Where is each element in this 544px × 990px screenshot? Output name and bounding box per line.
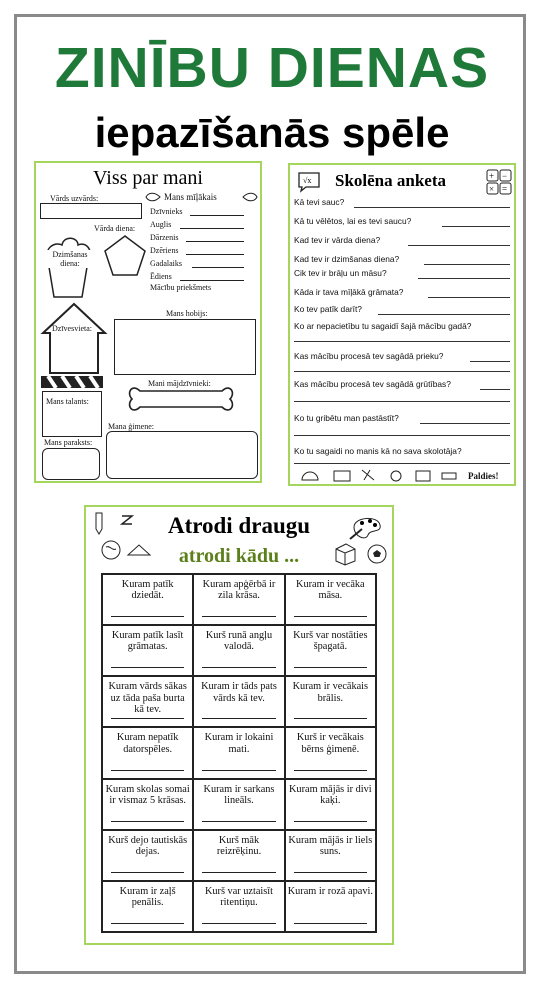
name-label: Vārds uzvārds: [50,194,99,203]
svg-text:+: + [489,171,495,181]
grid-cell: Kuram nepatīk datorspēles. [102,727,193,778]
grid-cell: Kuram ir rozā apavi. [285,881,376,932]
name-box [40,203,142,219]
favorites-list [144,203,248,295]
grid-cell: Kurš runā angļu valodā. [193,625,284,676]
hobby-box [114,319,256,375]
question: Kā tu vēlētos, lai es tevi saucu? [294,216,412,226]
cube-icon [332,541,358,567]
find-friend-grid [101,573,377,933]
grid-cell: Kuram patīk lasīt grāmatas. [102,625,193,676]
grid-cell: Kuram mājās ir divi kaķi. [285,779,376,830]
grid-cell: Kuram vārds sākas uz tāda paša burta kā tev. [102,676,193,727]
talent-label: Mans talants: [46,397,89,406]
grid-cell: Kuram ir zaļš penālis. [102,881,193,932]
student-questionnaire [288,163,516,486]
calculator-icon [486,169,512,195]
question: Kas mācību procesā tev sagādā prieku? [294,351,444,361]
question: Ko tev patīk darīt? [294,304,362,314]
favorite-item: Ēdiens [150,272,172,281]
favorite-item: Gadalaiks [150,259,182,268]
house-icon [40,301,108,375]
grid-cell: Kuram patīk dziedāt. [102,574,193,625]
grid-cell: Kurš var nostāties špagatā. [285,625,376,676]
question: Ko tu sagaidi no manis kā no sava skolotāja? [294,446,462,456]
svg-text:×: × [489,184,495,194]
question: Kas mācību procesā tev sagādā grūtības? [294,379,451,389]
page-title: ZINĪBU DIENAS [54,36,490,100]
svg-text:√x: √x [303,176,312,185]
paint-palette-icon [348,513,384,541]
residence-label: Dzīvesvieta: [52,324,92,333]
grid-cell: Kurš dejo tautiskās dejas. [102,830,193,881]
favorite-item: Auglis [150,220,172,229]
page-subtitle: iepazīšanās spēle [94,109,450,156]
question: Kad tev ir dzimšanas diena? [294,254,400,264]
grid-cell: Kuram apģērbā ir zila krāsa. [193,574,284,625]
find-friend-title: Atrodi draugu [167,513,311,538]
favorite-item: Mācību priekšmets [150,283,212,292]
find-a-friend-worksheet [84,505,394,945]
questionnaire-title: Skolēna anketa [335,171,446,190]
svg-text:−: − [502,171,508,181]
grid-cell: Kuram ir vecāka māsa. [285,574,376,625]
about-me-worksheet [34,161,262,483]
name-day-label: Vārda diena: [94,224,136,233]
about-me-title: Viss par mani [93,167,203,189]
question: Kad tev ir vārda diena? [294,235,381,245]
question: Kāda ir tava mīļākā grāmata? [294,287,404,297]
grid-cell: Kuram skolas somai ir vismaz 5 krāsas. [102,779,193,830]
grid-cell: Kuram ir sarkans lineāls. [193,779,284,830]
question: Ko ar nepacietību tu sagaidī šajā mācību gadā? [294,321,472,331]
clapperboard-icon [40,373,104,391]
grid-cell: Kuram ir lokaini mati. [193,727,284,778]
svg-text:=: = [502,184,508,194]
family-box [106,431,258,479]
bone-icon [126,379,236,419]
question: Ko tu gribētu man pastāstīt? [294,413,399,423]
grid-cell: Kurš māk reizrēķinu. [193,830,284,881]
signature-box [42,448,100,480]
grid-cell: Kuram mājās ir liels suns. [285,830,376,881]
question: Kā tevi sauc? [294,197,345,207]
favorite-item: Dzēriens [150,246,179,255]
soccer-ball-icon [366,543,388,565]
grid-cell: Kurš ir vecākais bērns ģimenē. [285,727,376,778]
grid-cell: Kuram ir vecākais brālis. [285,676,376,727]
favorite-item: Dzīvnieks [150,207,183,216]
grid-cell: Kuram ir tāds pats vārds kā tev. [193,676,284,727]
question: Cik tev ir brāļu un māsu? [294,268,387,278]
birthday-label: Dzimšanas diena: [44,250,96,268]
formula-bubble-icon [296,171,322,193]
favorite-item: Dārzenis [150,233,179,242]
pets-label: Mani mājdzīvnieki: [148,379,211,388]
grid-cell: Kurš var uztaisīt ritentiņu. [193,881,284,932]
family-label: Mana ģimene: [108,422,154,431]
signature-label: Mans paraksts: [44,438,93,447]
school-supplies-icons [298,467,458,483]
thanks-text: Paldies! [468,471,499,481]
favorites-title: Mans mīļākais [164,192,217,202]
find-friend-subtitle: atrodi kādu ... [178,545,300,567]
pentagon-icon [102,233,148,279]
hobby-label: Mans hobijs: [166,309,208,318]
